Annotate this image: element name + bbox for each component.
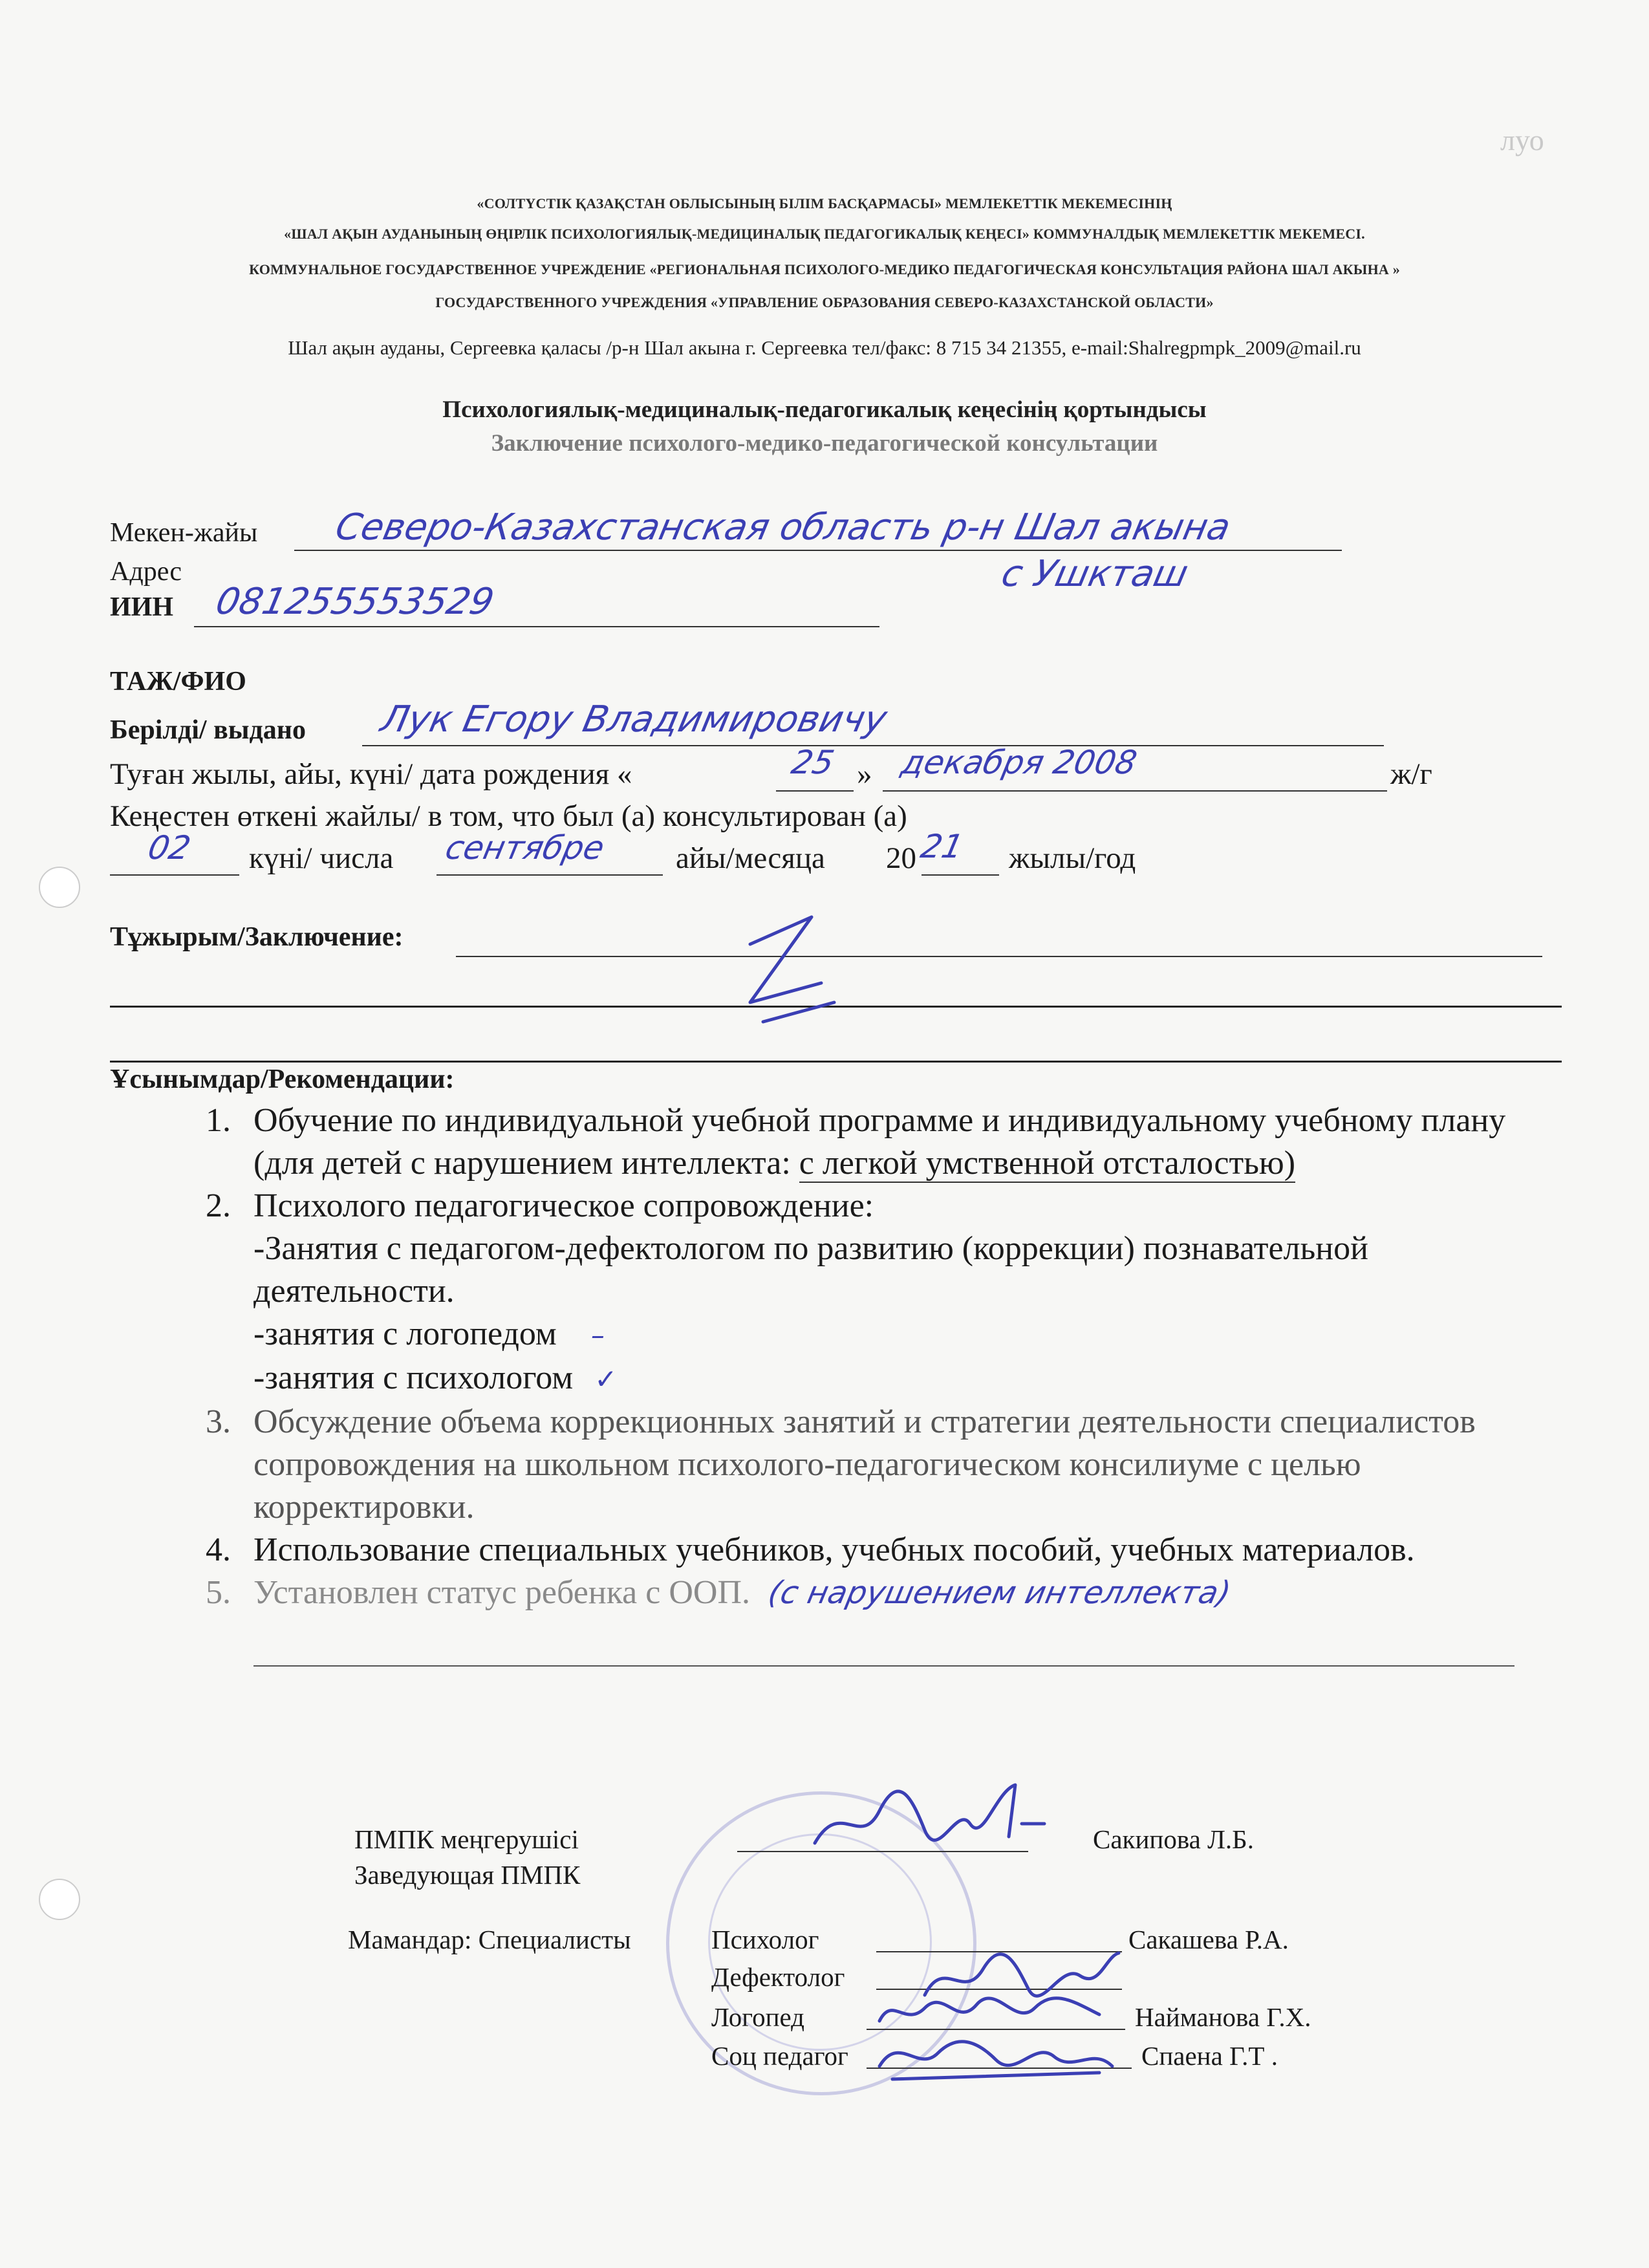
- role-speech-therapist: Логопед: [711, 2002, 805, 2032]
- recommendation-number: 1.: [206, 1102, 231, 1139]
- header-address: Шал ақын ауданы, Сергеевка қаласы /р-н Шал акына г. Сергеевка тел/факс: 8 715 34 21355, e-mail:Shalregpmpk_2009@mail.ru: [288, 336, 1361, 359]
- year-label: жылы/год: [1009, 841, 1136, 875]
- recommendation-number: 5.: [206, 1574, 231, 1611]
- recommendations-list: [194, 1099, 1571, 1614]
- role-defectologist: Дефектолог: [711, 1962, 845, 1992]
- recommendation-text: Обсуждение объема коррекционных занятий и стратегии деятельности специалистов сопровождения на школьном психолого-педагогическом консилиуме с целью корректировки.: [253, 1403, 1476, 1526]
- role-social-pedagogue: Соц педагог: [711, 2041, 848, 2071]
- consult-day-line: [110, 874, 239, 876]
- recommendation-item-3: [194, 1401, 1571, 1529]
- issued-value: Лук Егору Владимировичу: [377, 698, 891, 740]
- dob-label: Туған жылы, айы, күні/ дата рождения «: [110, 757, 632, 791]
- name-psychologist: Сакашева Р.А.: [1128, 1925, 1289, 1954]
- dob-date-line: [883, 790, 1387, 792]
- svg-text:Z: Z: [724, 897, 731, 908]
- head-title-ru: Заведующая ПМПК: [354, 1860, 581, 1890]
- recommendation-handwritten: (с нарушением интеллекта): [765, 1575, 1234, 1611]
- address-label-kz: Мекен-жайы: [110, 518, 258, 548]
- dash-mark: –: [590, 1319, 605, 1351]
- issued-line: [362, 745, 1384, 746]
- consult-month-line: [436, 874, 663, 876]
- recommendation-number: 3.: [206, 1403, 231, 1440]
- header-line-3: КОММУНАЛЬНОЕ ГОСУДАРСТВЕННОЕ УЧРЕЖДЕНИЕ «РЕГИОНАЛЬНАЯ ПСИХОЛОГО-МЕДИКО ПЕДАГОГИЧЕСКАЯ КОНСУЛЬТАЦИЯ РАЙОНА ШАЛ АКЫНА »: [249, 261, 1400, 277]
- iin-value: 081255553529: [212, 581, 498, 623]
- conclusion-z-mark: [724, 897, 854, 1048]
- title-ru: Заключение психолого-медико-педагогической консультации: [491, 430, 1158, 457]
- iin-label: ИИН: [110, 592, 174, 622]
- recommendation-sub-1: -Занятия с педагогом-дефектологом по развитию (коррекции) познавательной деятельности.: [253, 1230, 1368, 1310]
- month-label: айы/месяца: [676, 841, 825, 875]
- name-social-pedagogue: Спаена Г.Т .: [1141, 2041, 1278, 2071]
- signature-social-pedagogue: [867, 2021, 1125, 2092]
- consult-day: 02: [144, 829, 194, 867]
- rec-bottom-line: [253, 1665, 1514, 1667]
- dob-month-year: декабря 2008: [898, 744, 1141, 781]
- recommendation-underlined-text: с легкой умственной отсталостью): [799, 1145, 1296, 1182]
- conclusion-line: [456, 956, 1542, 957]
- recommendation-item-4: [194, 1529, 1571, 1571]
- recommendation-text: Установлен статус ребенка с ООП.: [253, 1574, 750, 1611]
- dob-sep: »: [857, 757, 872, 791]
- punch-hole-bottom: [39, 1879, 80, 1920]
- recommendation-sub-2: -занятия с логопедом –: [253, 1315, 605, 1352]
- conclusion-line-3: [110, 1061, 1562, 1063]
- header-line-4: ГОСУДАРСТВЕННОГО УЧРЕЖДЕНИЯ «УПРАВЛЕНИЕ ОБРАЗОВАНИЯ СЕВЕРО-КАЗАХСТАНСКОЙ ОБЛАСТИ»: [435, 294, 1214, 310]
- recommendation-text: Использование специальных учебников, учебных пособий, учебных материалов.: [253, 1531, 1415, 1568]
- address-value-1: Северо-Казахстанская область р-н Шал акына: [332, 506, 1234, 548]
- name-speech-therapist: Найманова Г.Х.: [1135, 2002, 1311, 2032]
- recommendation-number: 4.: [206, 1531, 231, 1568]
- conclusion-label: Тұжырым/Заключение:: [110, 922, 404, 952]
- recommendation-number: 2.: [206, 1187, 231, 1224]
- punch-hole-top: [39, 867, 80, 908]
- issued-label: Берілді/ выдано: [110, 715, 307, 745]
- head-name: Сакипова Л.Б.: [1093, 1824, 1254, 1854]
- header-line-1: «СОЛТҮСТІК ҚАЗАҚСТАН ОБЛЫСЫНЫҢ БІЛІМ БАСҚАРМАСЫ» МЕМЛЕКЕТТІК МЕКЕМЕСІНІҢ: [477, 195, 1172, 211]
- recommendations-label: Ұсынымдар/Рекомендации:: [110, 1064, 455, 1094]
- day-label: күні/ числа: [249, 841, 394, 875]
- recommendation-title: Психолого педагогическое сопровождение:: [253, 1187, 874, 1224]
- recommendation-text: Обучение по индивидуальной учебной программе и индивидуальному учебному плану (для детей с нарушением интеллекта:: [253, 1102, 1506, 1182]
- corner-mark: луо: [1500, 124, 1544, 157]
- header-line-2: «ШАЛ АҚЫН АУДАНЫНЫҢ ӨҢІРЛІК ПСИХОЛОГИЯЛЫҚ-МЕДИЦИНАЛЫҚ ПЕДАГОГИКАЛЫҚ КЕҢЕСІ» КОММУНАЛДЫҚ МЕМЛЕКЕТТІК МЕКЕМЕСІ.: [284, 226, 1365, 242]
- recommendation-sub-3: -занятия с психологом ✓: [253, 1359, 618, 1396]
- dob-day: 25: [788, 744, 837, 781]
- head-signature: [802, 1772, 1048, 1863]
- recommendation-item-1: [194, 1099, 1571, 1185]
- consult-label: Кеңестен өткені жайлы/ в том, что был (а) консультирован (а): [110, 799, 907, 833]
- dob-suffix: ж/г: [1390, 757, 1432, 791]
- dob-day-line: [776, 790, 854, 792]
- address-label-ru: Адрес: [110, 557, 182, 587]
- address-value-2: с Ушкташ: [998, 553, 1192, 595]
- consult-year: 21: [917, 828, 967, 865]
- recommendation-item-2: [194, 1185, 1571, 1401]
- head-title-kz: ПМПК меңгерушісі: [354, 1824, 579, 1854]
- consult-month: сентябре: [442, 829, 608, 867]
- consult-year-line: [921, 874, 999, 876]
- fio-label: ТАЖ/ФИО: [110, 667, 246, 697]
- recommendation-item-5: [194, 1571, 1571, 1614]
- title-kz: Психологиялық-медициналық-педагогикалық кеңесінің қортындысы: [442, 396, 1207, 423]
- check-mark-icon: ✓: [594, 1363, 618, 1395]
- iin-line: [194, 626, 879, 627]
- year-prefix: 20: [886, 841, 916, 875]
- role-psychologist: Психолог: [711, 1925, 819, 1954]
- specialists-label: Мамандар: Специалисты: [348, 1925, 631, 1954]
- address-line: [294, 550, 1342, 551]
